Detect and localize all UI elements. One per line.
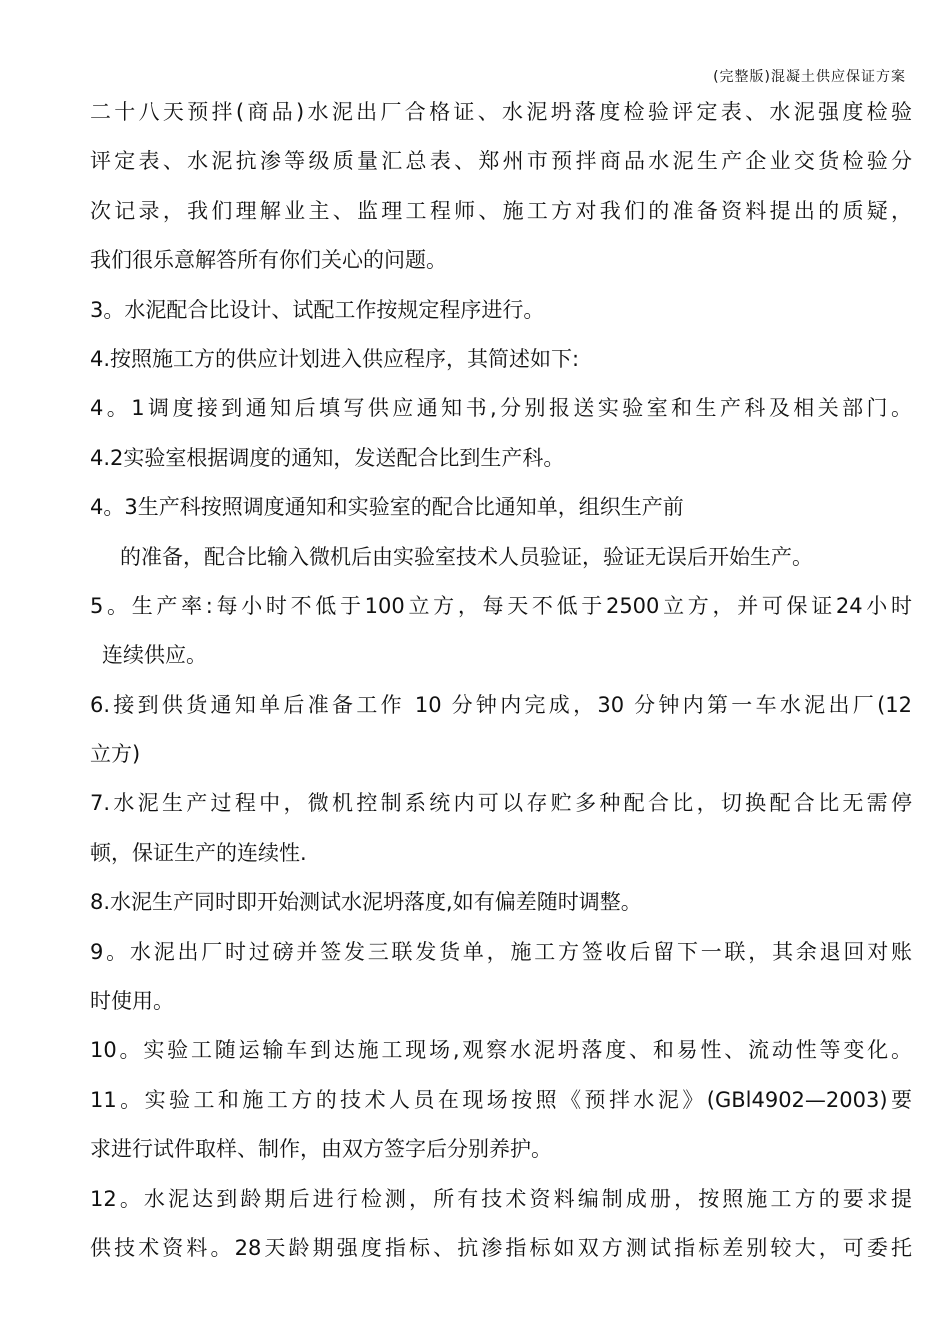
text-line: 连续供应。 <box>102 643 207 668</box>
text-line: 3。水泥配合比设计、试配工作按规定程序进行。 <box>90 297 545 322</box>
text-line: 7.水泥生产过程中，微机控制系统内可以存贮多种配合比，切换配合比无需停 <box>90 791 912 816</box>
text-line: 的准备，配合比输入微机后由实验室技术人员验证，验证无误后开始生产。 <box>120 544 813 569</box>
text-line: 评定表、水泥抗渗等级质量汇总表、郑州市预拌商品水泥生产企业交货检验分 <box>90 149 912 174</box>
text-line: 12。水泥达到龄期后进行检测，所有技术资料编制成册，按照施工方的要求提 <box>90 1186 912 1211</box>
text-line: 8.水泥生产同时即开始测试水泥坍落度,如有偏差随时调整。 <box>90 890 642 915</box>
running-header: (完整版)混凝土供应保证方案 <box>713 69 906 85</box>
text-line: 立方) <box>90 742 141 767</box>
text-line: 11。实验工和施工方的技术人员在现场按照《预拌水泥》(GBl4902—2003)要 <box>90 1087 912 1112</box>
text-line: 次记录，我们理解业主、监理工程师、施工方对我们的准备资料提出的质疑， <box>90 198 912 223</box>
text-line: 6.接到供货通知单后准备工作 10 分钟内完成，30 分钟内第一车水泥出厂(12 <box>90 692 912 717</box>
text-line: 4.按照施工方的供应计划进入供应程序，其简述如下: <box>90 346 580 371</box>
text-line: 10。实验工随运输车到达施工现场,观察水泥坍落度、和易性、流动性等变化。 <box>90 1038 912 1063</box>
text-line: 二十八天预拌(商品)水泥出厂合格证、水泥坍落度检验评定表、水泥强度检验 <box>90 100 912 124</box>
text-line: 4。3生产科按照调度通知和实验室的配合比通知单，组织生产前 <box>90 495 684 520</box>
text-line: 时使用。 <box>90 989 174 1014</box>
text-line: 4。1调度接到通知后填写供应通知书,分别报送实验室和生产科及相关部门。 <box>90 396 912 421</box>
document-body <box>90 88 912 1273</box>
text-line: 4.2实验室根据调度的通知，发送配合比到生产科。 <box>90 445 565 470</box>
text-line: 我们很乐意解答所有你们关心的问题。 <box>90 248 447 273</box>
text-line: 5。生产率:每小时不低于100立方，每天不低于2500立方，并可保证24小时 <box>90 593 912 618</box>
text-line: 求进行试件取样、制作，由双方签字后分别养护。 <box>90 1137 552 1162</box>
text-line: 顿，保证生产的连续性. <box>90 840 307 865</box>
text-line: 9。水泥出厂时过磅并签发三联发货单，施工方签收后留下一联，其余退回对账 <box>90 939 912 964</box>
text-line: 供技术资料。28天龄期强度指标、抗渗指标如双方测试指标差别较大，可委托 <box>90 1235 912 1260</box>
